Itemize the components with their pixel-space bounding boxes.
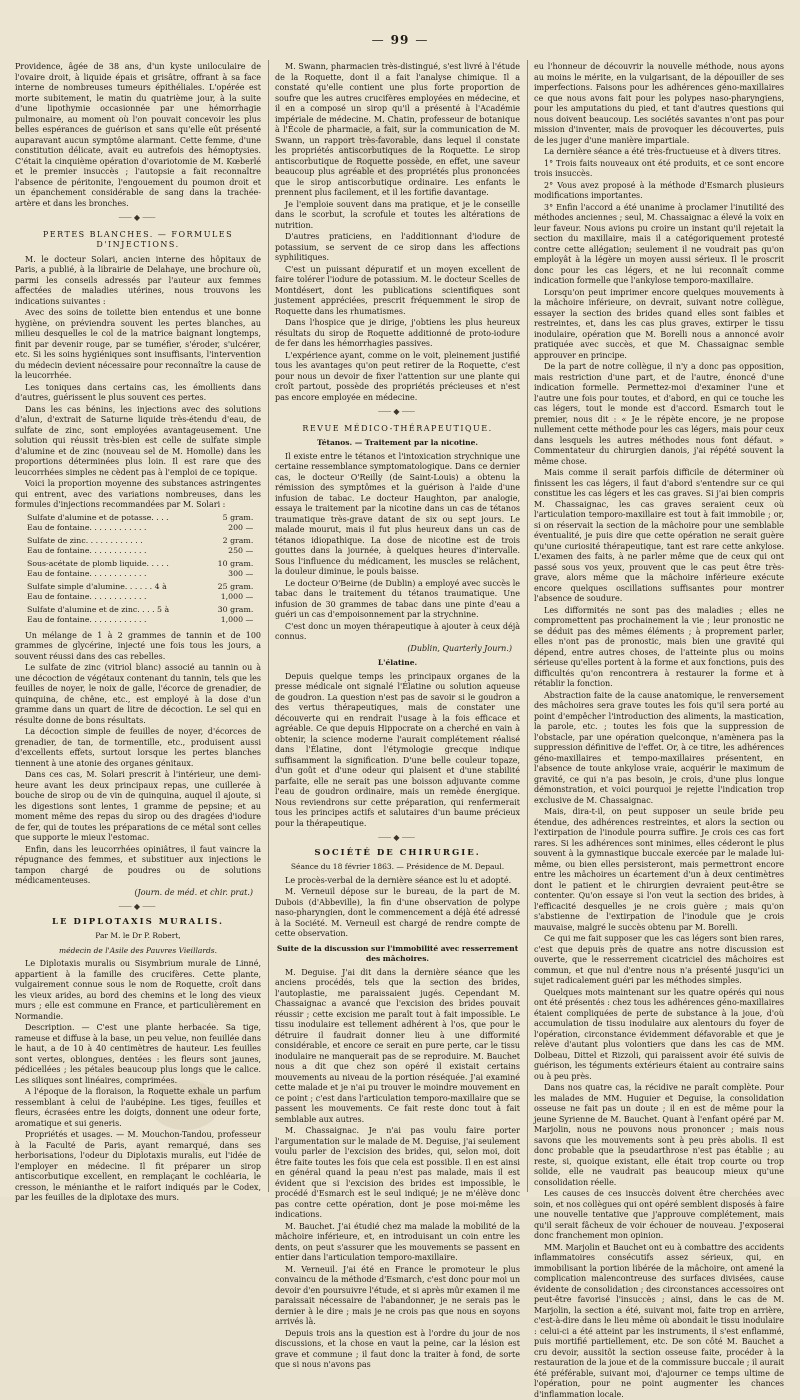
formula-ingredient: Sulfate d'alumine et de potasse. . . . <box>27 513 191 523</box>
page-number: — 99 — <box>0 33 800 47</box>
paragraph: Le docteur O'Beirne (de Dublin) a employé avec succès le tabac dans le traitement du tétanos traumatique. Une infusion de 30 grammes de tabac dans une pinte d'eau a guéri un cas d'empoisonnement par la strychnine. <box>275 579 520 621</box>
formula-ingredient: Eau de fontaine. . . . . . . . . . . . <box>27 615 191 628</box>
column-3 <box>534 62 784 1190</box>
formula-row <box>27 605 253 615</box>
source-citation: (Journ. de méd. et chir. prat.) <box>15 888 253 899</box>
paragraph: Dans l'hospice que je dirige, j'obtiens les plus heureux résultats du sirop de Roquette additionné de proto-iodure de fer dans les hémorrhagies passives. <box>275 318 520 350</box>
formula-row <box>27 569 253 582</box>
column-2 <box>275 62 520 1190</box>
formula-quantity: 2 gram. <box>191 536 253 546</box>
paragraph: A l'époque de la floraison, la Roquette exhale un parfum ressemblant à celui de l'aubépine. Les tiges, feuilles et fleurs, écrasées entre les doigts, donnent une odeur forte, aromatique et sui generis. <box>15 1087 261 1129</box>
formula-row <box>27 582 253 592</box>
source-citation: (Dublin, Quarterly Journ.) <box>275 644 512 655</box>
paragraph: Providence, âgée de 38 ans, d'un kyste uniloculaire de l'ovaire droit, à liquide épais et grisâtre, offrant à sa face interne de nombreuses tumeurs épithéliales. L'opérée est morte subitement, le matin du quatrième jour, à la suite d'une lipothymie occasionnée par une hémorrhagie pulmonaire, au moment où l'on pouvait concevoir les plus belles espérances de guérison et sans qu'elle eût présenté auparavant aucun symptôme alarmant. Cette femme, d'une constitution délicate, avait eu autrefois des hémoptysies. C'était la cinquième opération d'ovariotomie de M. Kœberlé et le premier insuccès ; l'autopsie a fait reconnaître l'absence de péritonite, l'engouement du poumon droit et un épanchement considérable de sang dans la trachée-artère et dans les bronches. <box>15 62 261 209</box>
paragraph: Il existe entre le tétanos et l'intoxication strychnique une certaine ressemblance symptomatologique. Dans ce dernier cas, le docteur O'Reilly (de Saint-Louis) a obtenu la rémission des symptômes et la guérison à l'aide d'une infusion de tabac. Le docteur Haughton, par analogie, essaya le traitement par la nicotine dans un cas de tétanos traumatique très-grave datant de six ou sept jours. Le malade mourut, mais il fut plus heureux dans un cas de tétanos idiopathique. La dose de nicotine est de trois gouttes dans la journée, à quelques heures d'intervalle. Sous l'influence du médicament, les muscles se relâchent, la douleur diminue, le pouls baisse. <box>275 452 520 578</box>
paragraph: M. Deguise. J'ai dit dans la dernière séance que les anciens procédés, tels que la section des brides, l'autoplastie, me paraissaient jugés. Cependant M. Chassaignac a avancé que l'excision des brides pouvait réussir ; cette excision me paraît tout à fait impossible. Le tissu inodulaire est tellement adhérent à l'os, que pour le détruire il faudrait donner lieu à une difformité considérable, et encore ce serait en pure perte, car le tissu inodulaire ne manquerait pas de se reproduire. M. Bauchet nous a dit que chez son opéré il existait certains mouvements au niveau de la portion réséquée. J'ai examiné cette malade et je n'ai pu trouver le moindre mouvement en ce point ; c'est dans l'articulation temporo-maxillaire que se passent les mouvements. Ce fait reste donc tout à fait semblable aux autres. <box>275 968 520 1126</box>
paragraph: M. Bauchet. J'ai étudié chez ma malade la mobilité de la mâchoire inférieure, et, en introduisant un coin entre les dents, on peut s'assurer que les mouvements se passent en entier dans l'articulation temporo-maxillaire. <box>275 1222 520 1264</box>
formula-ingredient: Eau de fontaine. . . . . . . . . . . . <box>27 569 191 582</box>
paragraph: C'est un puissant dépuratif et un moyen excellent de faire tolérer l'iodure de potassium. M. le docteur Scelles de Montdésert, dont les publications scientifiques sont justement appréciées, prescrit fréquemment le sirop de Roquette dans les rhumatismes. <box>275 265 520 318</box>
session-line: Séance du 18 février 1863. — Présidence de M. Depaul. <box>275 862 520 873</box>
formula-quantity: 200 — <box>191 523 253 536</box>
article-author-role: médecin de l'Asile des Pauvres Vieillards. <box>15 946 261 957</box>
paragraph: Un mélange de 1 à 2 grammes de tannin et de 100 grammes de glycérine, injecté une fois tous les jours, a souvent réussi dans des cas rebelles. <box>15 631 261 663</box>
paragraph: Mais comme il serait parfois difficile de déterminer où finissent les cas légers, il faut d'abord s'entendre sur ce qui constitue les cas légers et les cas graves. Si j'ai bien compris M. Chassaignac, les cas graves seraient ceux où l'articulation temporo-maxillaire est tout à fait immobile ; or, si on réservait la section de la mâchoire pour une semblable éventualité, je puis dire que cette opération ne serait guère qu'une curiosité thérapeutique, tant est rare cette ankylose. L'examen des faits, à ne parler même que de ceux qui ont passé sous vos yeux, prouvent que le cas peut être très-grave, alors même que la mâchoire inférieure exécute encore quelques oscillations suffisantes pour montrer l'absence de soudure. <box>534 468 784 605</box>
paragraph: Dans les cas bénins, les injections avec des solutions d'alun, d'extrait de Saturne liquide très-étendu d'eau, de sulfate de zinc, sont employées avantageusement. Une solution qui réussit très-bien est celle de sulfate simple d'alumine et de zinc (nouveau sel de M. Homolle) dans les proportions déterminées plus loin. Il est rare que des leucorrhées simples ne cèdent pas à l'emploi de ce topique. <box>15 405 261 479</box>
paragraph: M. Verneuil. J'ai été en France le promoteur le plus convaincu de la méthode d'Esmarch, c'est donc pour moi un devoir d'en poursuivre l'étude, et si après mûr examen il me paraissait nécessaire de l'abandonner, je ne serais pas le dernier à le dire ; mais je ne crois pas que nous en soyons arrivés là. <box>275 1265 520 1328</box>
formula-row <box>27 592 253 605</box>
paragraph: Avec des soins de toilette bien entendus et une bonne hygiène, on préviendra souvent les pertes blanches, au milieu desquelles le col de la matrice baignant longtemps, finit par devenir rouge, par se tuméfier, s'éroder, s'ulcérer, etc. Si les soins hygiéniques sont insuffisants, l'intervention du médecin devient nécessaire pour reconnaître la cause de la leucorrhée. <box>15 308 261 382</box>
formula-ingredient: Sulfate simple d'alumine. . . . . . 4 à <box>27 582 191 592</box>
formula-row <box>27 536 253 546</box>
formula-ingredient: Sulfate de zinc. . . . . . . . . . . . <box>27 536 191 546</box>
formula-row <box>27 523 253 536</box>
formula-quantity: 1,000 — <box>191 615 253 628</box>
paragraph: Quelques mots maintenant sur les quatre opérés qui nous ont été présentés : chez tous les adhérences géno-maxillaires étaient compliquées de perte de substance à la joue, d'où accumulation de tissu inodulaire aux alentours du foyer de l'opération, circonstance évidemment défavorable et que je relève d'autant plus volontiers que dans les cas de MM. Dolbeau, Dittel et Rizzoli, qui paraissent avoir été suivis de guérison, les téguments extérieurs étaient au contraire sains ou à peu près. <box>534 988 784 1083</box>
paragraph: Voici la proportion moyenne des substances astringentes qui entrent, avec des variations nombreuses, dans les formules d'injections recommandées par M. Solari : <box>15 479 261 511</box>
paragraph: De la part de notre collègue, il n'y a donc pas opposition, mais restriction d'une part, et de l'autre, énoncé d'une indication formelle. Permettez-moi d'examiner l'une et l'autre une fois pour toutes, et d'abord, en qui ce touche les cas légers, tout le monde est d'accord. Esmarch tout le premier, nous dit : « Je le répète encore, je ne propose nullement cette méthode pour les cas légers, mais pour ceux dans lesquels les autres méthodes nous font défaut. » Commentateur du chirurgien danois, j'ai répété souvent la même chose. <box>534 362 784 467</box>
paragraph: La dernière séance a été très-fructueuse et à divers titres. <box>534 147 784 158</box>
paragraph: Les causes de ces insuccès doivent être cherchées avec soin, et nos collègues qui ont opéré semblent disposés à faire une nouvelle tentative que j'approuve complétement, mais qu'il serait fâcheux de voir échouer de nouveau. J'exposerai donc franchement mon opinion. <box>534 1189 784 1242</box>
formula-row <box>27 615 253 628</box>
paragraph: Depuis trois ans la question est à l'ordre du jour de nos discussions, et la chose en vaut la peine, car la lésion est grave et commune ; il faut donc la traiter à fond, de sorte que si nous n'avons pas <box>275 1329 520 1371</box>
article-title: LE DIPLOTAXIS MURALIS. <box>15 917 261 928</box>
paragraph: Mais, dira-t-il, on peut supposer un seule bride peu étendue, des adhérences restreintes, et alors la section ou l'extirpation de l'inodule pourra suffire. Je crois ces cas fort rares. Si les adhérences sont minimes, elles céderont le plus souvent à la gymnastique buccale exercée par le malade lui-même, ou bien elles persisteront, mais permettront encore entre les mâchoires un écartement d'un à deux centimètres dont le patient et le chirurgien devraient peut-être se contenter. Qu'on essaye si l'on veut la section des brides, à l'efficacité desquelles je ne crois guère ; mais qu'on s'abstienne de l'extirpation de l'inodule que je crois mauvaise, malgré le succès obtenu par M. Borelli. <box>534 807 784 933</box>
paragraph: Abstraction faite de la cause anatomique, le renversement des mâchoires sera grave toutes les fois qu'il sera porté au point d'empêcher l'introduction des aliments, la mastication, la parole, etc. ; toutes les fois que la suppression de l'obstacle, par une opération quelconque, n'amènera pas la suppression définitive de l'effet. Or, à ce titre, les adhérences géno-maxillaires et tempo-maxillaires présentent, en l'absence de toute ankylose vraie, acquérir le maximum de gravité, ce qui n'a pas besoin, je crois, d'une plus longue démonstration, et voici pourquoi je rejette l'indication trop exclusive de M. Chassaignac. <box>534 691 784 807</box>
article-title: SOCIÉTÉ DE CHIRURGIE. <box>275 848 520 859</box>
paragraph: Le Diplotaxis muralis ou Sisymbrium murale de Linné, appartient à la famille des crucifères. Cette plante, vulgairement connue sous le nom de Roquette, croît dans les vieux arides, au bord des chemins et le long des vieux murs ; elle est commune en France, et particulièrement en Normandie. <box>15 959 261 1022</box>
paragraph: Description. — C'est une plante herbacée. Sa tige, rameuse et diffuse à la base, un peu velue, non feuillée dans le haut, a de 10 à 40 centimètres de hauteur. Les feuilles sont vertes, oblongues, dentées : les fleurs sont jaunes, pédicellées ; les pétales beaucoup plus longs que le calice. Les siliques sont linéaires, comprimées. <box>15 1023 261 1086</box>
paragraph: Dans nos quatre cas, la récidive ne paraît complète. Pour les malades de MM. Huguier et Deguise, la consolidation osseuse ne fait pas un doute ; il en est de même pour la jeune Syrienne de M. Bauchet. Quant à l'enfant opéré par M. Marjolin, nous ne pouvons nous prononcer ; mais nous savons que les mouvements sont à peu près abolis. Il est donc probable que la pseudarthrose n'est pas établie ; au reste, si, quoique existant, elle était trop courte ou trop solide, elle ne vaudrait pas beaucoup mieux qu'une consolidation réelle. <box>534 1083 784 1188</box>
ornament-divider: ⸺◆⸺ <box>15 902 261 913</box>
paragraph: MM. Marjolin et Bauchet ont eu à combattre des accidents inflammatoires consécutifs assez sérieux, qui, en immobilisant la portion libérée de la mâchoire, ont amené la complication malencontreuse des surfaces divisées, cause évidente de consolidation ; des circonstances accessoires ont peut-être favorisé l'insuccès ; ainsi, dans le cas de M. Marjolin, la section a été, suivant moi, faite trop en arrière, c'est-à-dire dans le lieu même où abondait le tissu inodulaire : celui-ci a été atteint par les instruments, il s'est enflammé, puis mortifié partiellement, etc. De son côté M. Bauchet a cru devoir, aussitôt la section osseuse faite, procéder à la restauration de la joue et de la commissure buccale ; il aurait été préférable, suivant moi, d'ajourner ce temps ultime de l'opération, pour ne point augmenter les chances d'inflammation locale. <box>534 1243 784 1400</box>
formula-quantity: 300 — <box>191 569 253 582</box>
column-1 <box>15 62 261 1190</box>
paragraph: Le sulfate de zinc (vitriol blanc) associé au tannin ou à une décoction de végétaux contenant du tannin, tels que les feuilles de noyer, le noix de galle, l'écorce de grenadier, de quinquina, de chêne, etc., est employé à la dose d'un gramme dans un quart de litre de décoction. Le sel qui en résulte donne de bons résultats. <box>15 663 261 726</box>
section-title: PERTES BLANCHES. — FORMULES D'INJECTIONS. <box>15 230 261 251</box>
paragraph: Propriétés et usages. — M. Mouchon-Tandou, professeur à la Faculté de Paris, ayant remarqué, dans ses herborisations, l'odeur du Diplotaxis muralis, eut l'idée de l'employer en médecine. Il fit préparer un sirop antiscorbutique excellent, en remplaçant le cochléaria, le cresson, le ménianthe et le raifort indiqués par le Codex, par les feuilles de la diplotaxe des murs. <box>15 1130 261 1204</box>
ornament-divider: ⸺◆⸺ <box>275 407 520 418</box>
formula-row <box>27 546 253 559</box>
paragraph: Je l'emploie souvent dans ma pratique, et je le conseille dans le scorbut, la scrofule et toutes les altérations de nutrition. <box>275 200 520 232</box>
formula-ingredient: Eau de fontaine. . . . . . . . . . . . <box>27 592 191 605</box>
formula-quantity: 1,000 — <box>191 592 253 605</box>
paragraph: Lorsqu'on peut imprimer encore quelques mouvements à la mâchoire inférieure, on devrait, suivant notre collègue, essayer la section des brides quand elles sont faibles et restreintes, et, dans les cas plus graves, extirper le tissu inodulaire, opération que M. Borelli nous a annoncé avoir pratiquée avec succès, et que M. Chassaignac semble approuver en principe. <box>534 288 784 362</box>
formula-quantity: 250 — <box>191 546 253 559</box>
subsection-title: Tétanos. — Traitement par la nicotine. <box>275 438 520 449</box>
paragraph: M. Swann, pharmacien très-distingué, s'est livré à l'étude de la Roquette, dont il a fait l'analyse chimique. Il a constaté qu'elle contient une plus forte proportion de soufre que les autres crucifères employées en médecine, et il en a composé un sirop qu'il a présenté à l'Académie impériale de médecine. M. Chatin, professeur de botanique à l'École de pharmacie, a fait, sur la communication de M. Swann, un rapport très-favorable, dans lequel il constate les propriétés antiscorbutiques de la Roquette. Le sirop antiscorbutique de Roquette possède, en effet, une saveur beaucoup plus agréable et des propriétés plus prononcées que le sirop antiscorbutique ordinaire. Les enfants le prennent plus facilement, et il les fortifie davantage. <box>275 62 520 199</box>
paragraph: Ce qui me fait supposer que les cas légers sont bien rares, c'est que depuis près de quatre ans notre discussion est ouverte, que le resserrement cicatriciel des mâchoires est commun, et que nul d'entre nous n'a présenté jusqu'ici un sujet radicalement guéri par les méthodes simples. <box>534 934 784 987</box>
column-rule <box>527 60 528 1192</box>
paragraph: Les difformités ne sont pas des maladies ; elles ne compromettent pas prochainement la vie ; leur pronostic ne se déduit pas des mêmes éléments ; à proprement parler, elles n'ont pas de pronostic, mais bien une gravité qui dépend, entre autres choses, de l'atteinte plus ou moins sérieuse qu'elles portent à la forme et aux fonctions, puis des difficultés qu'on rencontrera à restaurer la forme et à rétablir la fonction. <box>534 606 784 690</box>
paragraph: C'est donc un moyen thérapeutique à ajouter à ceux déjà connus. <box>275 622 520 643</box>
paragraph: L'expérience ayant, comme on le voit, pleinement justifié tous les avantages qu'on peut retirer de la Roquette, c'est pour nous un devoir de fixer l'attention sur une plante qui croît partout, possède des propriétés précieuses et n'est pas encore employée en médecine. <box>275 351 520 404</box>
paragraph: M. Verneuil dépose sur le bureau, de la part de M. Dubois (d'Abbeville), la fin d'une observation de polype naso-pharyngien, dont le commencement a déjà été adressé à la Société. M. Verneuil est chargé de rendre compte de cette observation. <box>275 887 520 940</box>
ornament-divider: ⸺◆⸺ <box>15 213 261 224</box>
formula-quantity: 30 gram. <box>191 605 253 615</box>
paragraph: M. Chassaignac. Je n'ai pas voulu faire porter l'argumentation sur le malade de M. Deguise, j'ai seulement voulu parler de l'excision des brides, qui, selon moi, doit être faite toutes les fois que cela est possible. Il en est ainsi en général quand la peau n'est pas malade, mais il est évident que si l'excision des brides est impossible, le procédé d'Esmarch est le seul indiqué; je ne m'élève donc pas contre cette opération, dont je pose moi-même les indications. <box>275 1126 520 1221</box>
formula-row <box>27 559 253 569</box>
paragraph: 1° Trois faits nouveaux ont été produits, et ce sont encore trois insuccès. <box>534 159 784 180</box>
paragraph: 3° Enfin l'accord a été unanime à proclamer l'inutilité des méthodes anciennes ; seul, M. Chassaignac a élevé la voix en leur faveur. Nous avions pu croire un instant qu'il rejetait la section du maxillaire, mais il a catégoriquement protesté contre cette allégation; seulement il ne voudrait pas qu'on employât à la légère un moyen aussi sérieux. Il le proscrit donc pour les cas légers, et ne lui reconnaît comme indication formelle que l'ankylose temporo-maxillaire. <box>534 203 784 287</box>
formula-ingredient: Eau de fontaine. . . . . . . . . . . . <box>27 546 191 559</box>
column-rule <box>268 60 269 1192</box>
article-author: Par M. le Dr P. Robert, <box>15 931 261 942</box>
subsection-title: Suite de la discussion sur l'immobilité avec resserrement des mâchoires. <box>275 944 520 965</box>
subsection-title: L'élatine. <box>275 658 520 669</box>
paragraph: Le procès-verbal de la dernière séance est lu et adopté. <box>275 876 520 887</box>
ornament-divider: ⸺◆⸺ <box>275 833 520 844</box>
paragraph: eu l'honneur de découvrir la nouvelle méthode, nous ayons au moins le mérite, en la vulgarisant, de la dépouiller de ses imperfections. Faisons pour les adhérences géno-maxillaires ce que nous avons fait pour les polypes naso-pharyngiens, pour les amputations du pied, et tant d'autres questions qui nous doivent beaucoup. Les sociétés savantes n'ont pas pour mission d'inventer, mais de provoquer les découvertes, puis de les juger d'une manière impartiale. <box>534 62 784 146</box>
paragraph: La décoction simple de feuilles de noyer, d'écorces de grenadier, de tan, de tormentille, etc., produisent aussi d'excellents effets, surtout lorsque les pertes blanches tiennent à une atonie des organes génitaux. <box>15 727 261 769</box>
formula-quantity: 25 gram. <box>191 582 253 592</box>
formula-row <box>27 513 253 523</box>
paragraph: 2° Vous avez proposé à la méthode d'Esmarch plusieurs modifications importantes. <box>534 181 784 202</box>
formula-ingredient: Sous-acétate de plomb liquide. . . . . <box>27 559 191 569</box>
paragraph: Dans ces cas, M. Solari prescrit à l'intérieur, une demi-heure avant les deux principaux repas, une cuillerée à bouche de sirop ou de vin de quinquina, auquel il ajoute, si les digestions sont lentes, 1 gramme de pepsine; et au moment même des repas du sirop ou des dragées d'iodure de fer, qui de toutes les préparations de ce métal sont celles que supporte le mieux l'estomac. <box>15 770 261 844</box>
formula-quantity: 10 gram. <box>191 559 253 569</box>
paragraph: D'autres praticiens, en l'additionnant d'iodure de potassium, se servent de ce sirop dans les affections syphilitiques. <box>275 232 520 264</box>
paragraph: Depuis quelque temps les principaux organes de la presse médicale ont signalé l'Élatine ou solution aqueuse de goudron. La question n'est pas de savoir si le goudron a des vertus thérapeutiques, mais de constater une découverte qui en rendrait l'usage à la fois efficace et agréable. Ce que depuis Hippocrate on a cherché en vain à obtenir, la science moderne l'aurait complétement réalisé dans l'Élatine, dont l'étymologie grecque indique suffisamment la signification. D'une belle couleur topaze, d'un goût et d'une odeur qui plaisent et d'une stabilité parfaite, elle ne serait pas une boisson adjuvante comme l'eau de goudron ordinaire, mais un remède énergique. Nous reviendrons sur cette préparation, qui renfermerait tous les principes actifs et salutaires d'un baume précieux pour la thérapeutique. <box>275 672 520 830</box>
formula-ingredient: Eau de fontaine. . . . . . . . . . . . <box>27 523 191 536</box>
section-title: REVUE MÉDICO-THÉRAPEUTIQUE. <box>275 424 520 435</box>
paragraph: Les toniques dans certains cas, les émollients dans d'autres, guérissent le plus souvent ces pertes. <box>15 383 261 404</box>
paragraph: Enfin, dans les leucorrhées opiniâtres, il faut vaincre la répugnance des femmes, et substituer aux injections le tampon chargé de poudres ou de solutions médicamenteuses. <box>15 845 261 887</box>
formula-ingredient: Sulfate d'alumine et de zinc. . . . 5 à <box>27 605 191 615</box>
formula-quantity: 5 gram. <box>191 513 253 523</box>
paragraph: M. le docteur Solari, ancien interne des hôpitaux de Paris, a publié, à la librairie de Delahaye, une brochure où, parmi les conseils adressés par l'auteur aux femmes affectées de maladies utérines, nous trouvons les indications suivantes : <box>15 255 261 308</box>
formula-table <box>27 513 253 628</box>
